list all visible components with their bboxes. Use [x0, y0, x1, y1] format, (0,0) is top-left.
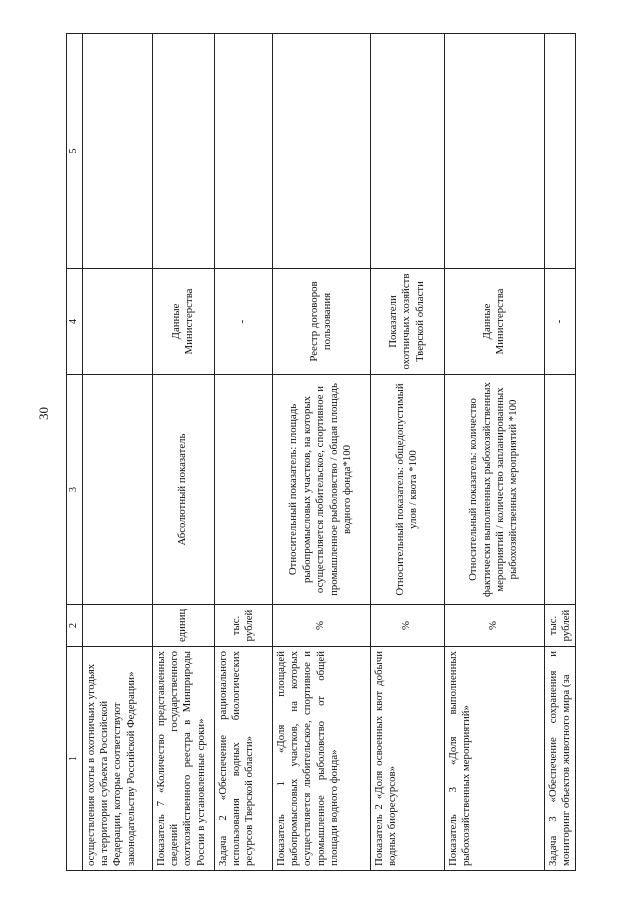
header-cell: 2	[67, 605, 83, 647]
cell-source: Показатели охотничьих хозяйств Тверской области	[370, 269, 444, 375]
cell-source: -	[544, 269, 576, 375]
cell-source: Данные Министерства	[152, 269, 214, 375]
cell-formula: Относительный показатель: общедопустимый улов / квота *100	[370, 375, 444, 605]
cell-notes	[82, 34, 152, 269]
header-cell: 1	[67, 647, 83, 871]
cell-unit: %	[444, 605, 544, 647]
cell-notes	[214, 34, 272, 269]
cell-unit: единиц	[152, 605, 214, 647]
cell-description: Показатель 2 «Доля освоенных квот добычи водных биоресурсов»	[370, 647, 444, 871]
table-row	[152, 34, 214, 871]
cell-formula	[544, 375, 576, 605]
cell-description: осуществления охоты в охотничьих угодьях на территории субъекта Российской Федерации, которые соответствуют законодательству Российской Федерации»	[82, 647, 152, 871]
table-row	[444, 34, 544, 871]
cell-description: Показатель 7 «Количество представленных сведений государственного охотхозяйственного реестра в Минприроды России в установленные сроки»	[152, 647, 214, 871]
cell-unit: тыс. рублей	[214, 605, 272, 647]
cell-notes	[272, 34, 370, 269]
cell-notes	[370, 34, 444, 269]
cell-formula: Относительный показатель: количество фактически выполненных рыбохозяйственных мероприятий / количество запланированных рыбохозяйственных мероприятий *100	[444, 375, 544, 605]
cell-notes	[444, 34, 544, 269]
table-row	[370, 34, 444, 871]
header-cell: 4	[67, 269, 83, 375]
table-row	[272, 34, 370, 871]
cell-formula: Абсолютный показатель	[152, 375, 214, 605]
table-row	[214, 34, 272, 871]
cell-formula: Относительный показатель: площадь рыбопромысловых участков, на которых осуществляется любительское, спортивное и промышленное рыболовство / общая площадь водного фонда*100	[272, 375, 370, 605]
cell-source: -	[214, 269, 272, 375]
cell-description: Задача 2 «Обеспечение рационального использования водных биологических ресурсов Тверской области»	[214, 647, 272, 871]
cell-notes	[152, 34, 214, 269]
cell-unit: тыс. рублей	[544, 605, 576, 647]
table-row	[82, 34, 152, 871]
cell-formula	[214, 375, 272, 605]
header-cell: 3	[67, 375, 83, 605]
cell-description: Показатель 3 «Доля выполненных рыбохозяйственных мероприятий»	[444, 647, 544, 871]
cell-formula	[82, 375, 152, 605]
cell-unit	[82, 605, 152, 647]
indicators-table	[66, 33, 576, 871]
page-number: 30	[36, 407, 51, 420]
table-row	[544, 34, 576, 871]
cell-description: Задача 3 «Обеспечение сохранения и мониторинг объектов животного мира (за	[544, 647, 576, 871]
cell-unit: %	[272, 605, 370, 647]
cell-source: Данные Министерства	[444, 269, 544, 375]
cell-description: Показатель 1 «Доля площадей рыбопромысловых участков, на которых осуществляется любительское, спортивное и промышленное рыболовство от общей площади водного фонда»	[272, 647, 370, 871]
rotated-page	[66, 34, 580, 871]
table-header-row	[67, 34, 83, 871]
header-cell: 5	[67, 34, 83, 269]
cell-source	[82, 269, 152, 375]
cell-source: Реестр договоров пользования	[272, 269, 370, 375]
cell-notes	[544, 34, 576, 269]
cell-unit: %	[370, 605, 444, 647]
